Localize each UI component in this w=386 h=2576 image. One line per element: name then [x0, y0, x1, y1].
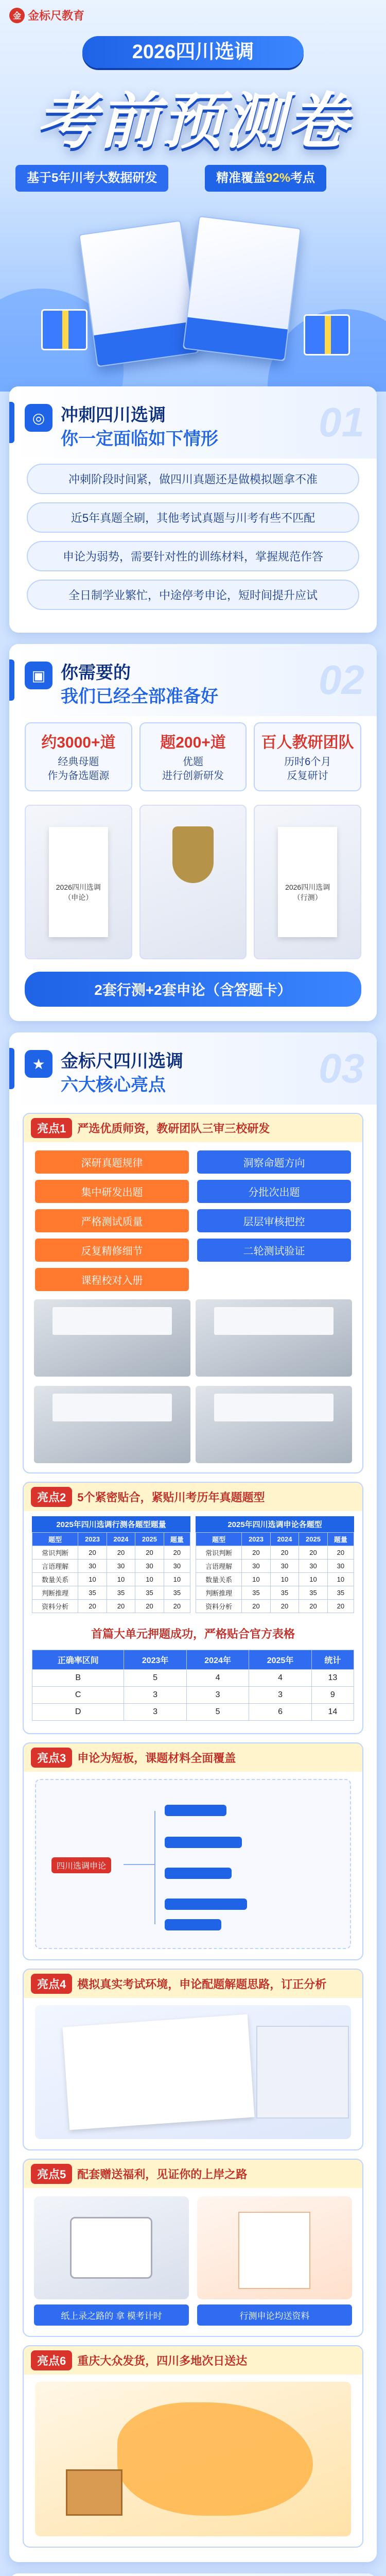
situation-item: 申论为弱势，需要针对性的训练材料，掌握规范作答 [27, 541, 359, 571]
table-header: 2025 [299, 1533, 327, 1546]
table-cell: 数量关系 [32, 1573, 78, 1586]
table-cell: 35 [107, 1586, 135, 1600]
table-cell: 10 [78, 1573, 107, 1586]
highlight-card-6 [23, 2345, 363, 2548]
highlight-title [24, 2346, 362, 2375]
table-cell: 20 [242, 1546, 270, 1560]
table-cell: 20 [107, 1600, 135, 1613]
stat-card [254, 722, 361, 791]
section-header [9, 1032, 377, 1105]
table-header: 2023年 [124, 1650, 186, 1670]
table-cell: 30 [164, 1560, 190, 1573]
section-subtitle: 你一定面临如下情形 [61, 429, 218, 449]
table-cell: 资料分析 [196, 1600, 242, 1613]
table-row [196, 1573, 354, 1586]
stat-card [139, 722, 247, 791]
highlight-title [24, 1483, 362, 1511]
table-row [32, 1560, 190, 1573]
brand-logo[interactable] [9, 7, 84, 23]
process-step: 洞察命题方向 [197, 1150, 351, 1174]
table-cell: 资料分析 [32, 1600, 78, 1613]
table-header: 2024 [270, 1533, 299, 1546]
process-step: 层层审核把控 [197, 1209, 351, 1232]
highlight-text: 5个紧密贴合，紧贴川考历年真题题型 [77, 1491, 265, 1504]
highlight-badge: 亮点4 [31, 1974, 72, 1994]
stat-card [25, 722, 132, 791]
table-cell: 4 [249, 1670, 311, 1687]
section-subtitle: 我们已经全部准备好 [61, 687, 218, 706]
section-prepared [9, 644, 377, 1021]
gift-box-icon [41, 309, 87, 350]
table-cell: 4 [186, 1670, 249, 1687]
book-label: 2026四川选调 （申论） [56, 883, 101, 902]
highlight-card-3 [23, 1742, 363, 1960]
situation-item: 全日制学业繁忙，中途停考申论，短时间提升应试 [27, 580, 359, 610]
table-cell: 20 [299, 1600, 327, 1613]
table-cell: 3 [249, 1687, 311, 1704]
trophy-icon [172, 826, 214, 883]
section-highlights [9, 1032, 377, 2562]
comparison-tables [24, 1511, 362, 1618]
package-icon [66, 2469, 122, 2516]
table-row [32, 1600, 190, 1613]
situation-list [9, 459, 377, 633]
highlight-title [24, 1970, 362, 1998]
stat-value: 题200+道 [160, 734, 226, 751]
highlight-badge: 亮点5 [31, 2164, 72, 2184]
table-header: 题型 [32, 1533, 78, 1546]
table-cell: 13 [311, 1670, 354, 1687]
table-cell: 10 [135, 1573, 164, 1586]
table-cell: 10 [299, 1573, 327, 1586]
table-row [196, 1546, 354, 1560]
book-illustration [79, 220, 199, 367]
stat-value: 约3000+道 [41, 734, 116, 751]
hero-subtitle: 2026四川选调 [82, 36, 304, 68]
table-cell: 5 [124, 1670, 186, 1687]
booklet-photo [197, 2196, 352, 2299]
section-number: 02 [319, 657, 364, 703]
table-cell: D [32, 1704, 124, 1721]
stat-label: 经典母题 作为备选题源 [47, 756, 110, 782]
book-label: 2026四川选调 （行测） [285, 883, 330, 902]
gift-item [197, 2196, 352, 2326]
highlight-text: 模拟真实考试环境，申论配题解题思路，订正分析 [77, 1978, 327, 1991]
map-shape [117, 2402, 313, 2516]
table-row [32, 1670, 354, 1687]
section-header [9, 644, 377, 716]
meeting-photos [24, 1386, 362, 1472]
section-subtitle: 六大核心亮点 [61, 1075, 166, 1095]
table-header: 题型 [196, 1533, 242, 1546]
table-header: 统计 [311, 1650, 354, 1670]
table-cell: 20 [242, 1600, 270, 1613]
tag-text: 精准覆盖 [216, 171, 266, 185]
situation-item: 近5年真题全刷，其他考试真题与川考有些不匹配 [27, 502, 359, 533]
table-header: 题量 [164, 1533, 190, 1546]
process-step: 反复精修细节 [35, 1239, 189, 1262]
table-row [32, 1573, 190, 1586]
book-illustration [183, 216, 301, 361]
table-cell: 35 [242, 1586, 270, 1600]
process-step: 二轮测试验证 [197, 1239, 351, 1262]
stats-row [9, 716, 377, 798]
stat-value: 百人教研团队 [261, 734, 354, 751]
table-header: 2024 [107, 1533, 135, 1546]
table-header: 正确率区间 [32, 1650, 124, 1670]
meeting-photo [34, 1386, 190, 1463]
table-cell: 10 [242, 1573, 270, 1586]
process-step: 深研真题规律 [35, 1150, 189, 1174]
book-photos [9, 798, 377, 964]
table-cell: 30 [299, 1560, 327, 1573]
meeting-photos [24, 1299, 362, 1386]
table-cell: 20 [164, 1600, 190, 1613]
table-cell: 20 [135, 1546, 164, 1560]
table-cell: 30 [107, 1560, 135, 1573]
logo-icon: 金 [9, 8, 25, 23]
essay-mindmap [35, 1779, 351, 1949]
process-step: 严格测试质量 [35, 1209, 189, 1232]
table-cell: 35 [135, 1586, 164, 1600]
table-cell: 20 [270, 1600, 299, 1613]
table-cell: 30 [270, 1560, 299, 1573]
table-row [196, 1560, 354, 1573]
section-number: 01 [319, 399, 364, 445]
table-cell: 20 [78, 1600, 107, 1613]
section-title: 你需要的 [61, 663, 131, 683]
table-cell: 9 [311, 1687, 354, 1704]
table-header: 2024年 [186, 1650, 249, 1670]
table-cell: 20 [78, 1546, 107, 1560]
answer-sheet-illustration [35, 2005, 351, 2139]
table-header: 2023 [78, 1533, 107, 1546]
table-column [32, 1516, 190, 1613]
table-cell: 10 [327, 1573, 354, 1586]
hero-tag-coverage [205, 165, 326, 192]
table-header: 题量 [327, 1533, 354, 1546]
table-cell: 判断推理 [196, 1586, 242, 1600]
gift-label: 纸上录之路的 拿 模考计时 [34, 2304, 189, 2326]
process-steps [24, 1142, 362, 1299]
table-row [196, 1586, 354, 1600]
logo-text: 金标尺教育 [28, 9, 85, 22]
delivery-map-illustration [35, 2382, 351, 2536]
timer-photo [34, 2196, 189, 2299]
table-cell: 3 [124, 1687, 186, 1704]
table-header: 2023 [242, 1533, 270, 1546]
highlight-badge: 亮点6 [31, 2350, 72, 2370]
table-row [196, 1600, 354, 1613]
stat-label: 历时6个月 反复研讨 [284, 756, 331, 782]
highlight-text: 重庆大众发货，四川多地次日送达 [77, 2354, 248, 2367]
table-cell: 30 [78, 1560, 107, 1573]
star-icon: ★ [25, 1050, 52, 1078]
box-icon: ▣ [25, 662, 52, 689]
question-count-table [196, 1532, 354, 1613]
section-header [9, 2573, 377, 2576]
table-header: 2025 [135, 1533, 164, 1546]
gift-label: 行测申论均送资料 [197, 2304, 352, 2326]
table-caption: 2025年四川选调申论各题型 [196, 1516, 354, 1532]
table-cell: 14 [311, 1704, 354, 1721]
book-photo [254, 805, 361, 959]
booklet-icon [238, 2212, 310, 2289]
stat-label: 优题 进行创新研发 [162, 756, 224, 782]
section-title: 金标尺四川选调 [61, 1052, 183, 1071]
highlight-text: 严选优质师资，教研团队三审三校研发 [77, 1122, 270, 1135]
question-count-table [32, 1532, 190, 1613]
table-cell: 常识判断 [32, 1546, 78, 1560]
highlight-text: 配套赠送福利，见证你的上岸之路 [77, 2168, 248, 2181]
highlight-badge: 亮点3 [31, 1748, 72, 1768]
table-cell: 20 [107, 1546, 135, 1560]
hit-rate-table-wrap [24, 1645, 362, 1726]
hero-book-illustration [0, 206, 386, 392]
table-cell: 30 [242, 1560, 270, 1573]
highlight-title [24, 2160, 362, 2188]
section-number: 03 [319, 1045, 364, 1091]
table-cell: 20 [327, 1546, 354, 1560]
table-cell: B [32, 1670, 124, 1687]
table-caption: 2025年四川选调行测各题型题量 [32, 1516, 190, 1532]
table-row [32, 1687, 354, 1704]
table-cell: 35 [327, 1586, 354, 1600]
highlight-badge: 亮点2 [31, 1487, 72, 1507]
table-cell: 判断推理 [32, 1586, 78, 1600]
section-title: 冲刺四川选调 [61, 405, 166, 425]
table-cell: 6 [249, 1704, 311, 1721]
table-cell: 20 [135, 1600, 164, 1613]
table-cell: 10 [164, 1573, 190, 1586]
table-cell: 20 [164, 1546, 190, 1560]
tag-highlight: 92% [266, 171, 291, 185]
table-column [196, 1516, 354, 1613]
hero-banner [0, 0, 386, 392]
section-header [9, 386, 377, 459]
mindmap-root: 四川选调申论 [51, 1857, 111, 1873]
highlight-badge: 亮点1 [31, 1118, 72, 1138]
table-cell: 常识判断 [196, 1546, 242, 1560]
meeting-photo [196, 1299, 352, 1377]
hero-tag-data: 基于5年川考大数据研发 [15, 165, 168, 192]
process-step: 分批次出题 [197, 1180, 351, 1203]
table-cell: 35 [270, 1586, 299, 1600]
meeting-photo [196, 1386, 352, 1463]
hit-rate-title: 首篇大单元押题成功，严格贴合官方表格 [91, 1628, 295, 1640]
table-cell: 言语理解 [196, 1560, 242, 1573]
highlight-title [24, 1114, 362, 1142]
table-cell: 35 [299, 1586, 327, 1600]
table-cell: 30 [135, 1560, 164, 1573]
section-purchase-guide [9, 2573, 377, 2576]
highlight-text: 申论为短板，课题材料全面覆盖 [77, 1752, 236, 1765]
meeting-photo [34, 1299, 190, 1377]
hero-title: 考前预测卷 [36, 88, 350, 156]
table-cell: 言语理解 [32, 1560, 78, 1573]
table-cell: 10 [270, 1573, 299, 1586]
gift-item [34, 2196, 189, 2326]
table-cell: 35 [164, 1586, 190, 1600]
package-cta[interactable]: 2套行测+2套申论（含答题卡） [25, 972, 361, 1007]
highlight-card-5 [23, 2159, 363, 2337]
hit-rate-table [32, 1650, 354, 1721]
table-cell: 3 [124, 1704, 186, 1721]
table-cell: 10 [107, 1573, 135, 1586]
table-header: 2025年 [249, 1650, 311, 1670]
table-cell: 5 [186, 1704, 249, 1721]
section-situation [9, 386, 377, 633]
table-cell: 3 [186, 1687, 249, 1704]
gift-box-icon [304, 314, 350, 355]
process-step: 课程校对入册 [35, 1268, 189, 1291]
table-row [32, 1704, 354, 1721]
highlight-card-1 [23, 1113, 363, 1473]
tag-text: 考点 [290, 171, 315, 185]
process-step: 集中研发出题 [35, 1180, 189, 1203]
table-cell: 35 [78, 1586, 107, 1600]
book-photo [25, 805, 132, 959]
situation-item: 冲刺阶段时间紧，做四川真题还是做模拟题拿不准 [27, 464, 359, 494]
highlight-card-2 [23, 1482, 363, 1734]
highlight-title [24, 1743, 362, 1772]
table-row [32, 1586, 190, 1600]
table-row [32, 1546, 190, 1560]
trophy-photo [139, 805, 247, 959]
table-cell: 20 [270, 1546, 299, 1560]
table-cell: 20 [299, 1546, 327, 1560]
table-cell: 20 [327, 1600, 354, 1613]
target-icon: ◎ [25, 404, 52, 432]
table-cell: 数量关系 [196, 1573, 242, 1586]
table-cell: C [32, 1687, 124, 1704]
gift-row [24, 2188, 362, 2336]
table-cell: 30 [327, 1560, 354, 1573]
highlight-card-4 [23, 1969, 363, 2150]
timer-icon [70, 2217, 152, 2279]
